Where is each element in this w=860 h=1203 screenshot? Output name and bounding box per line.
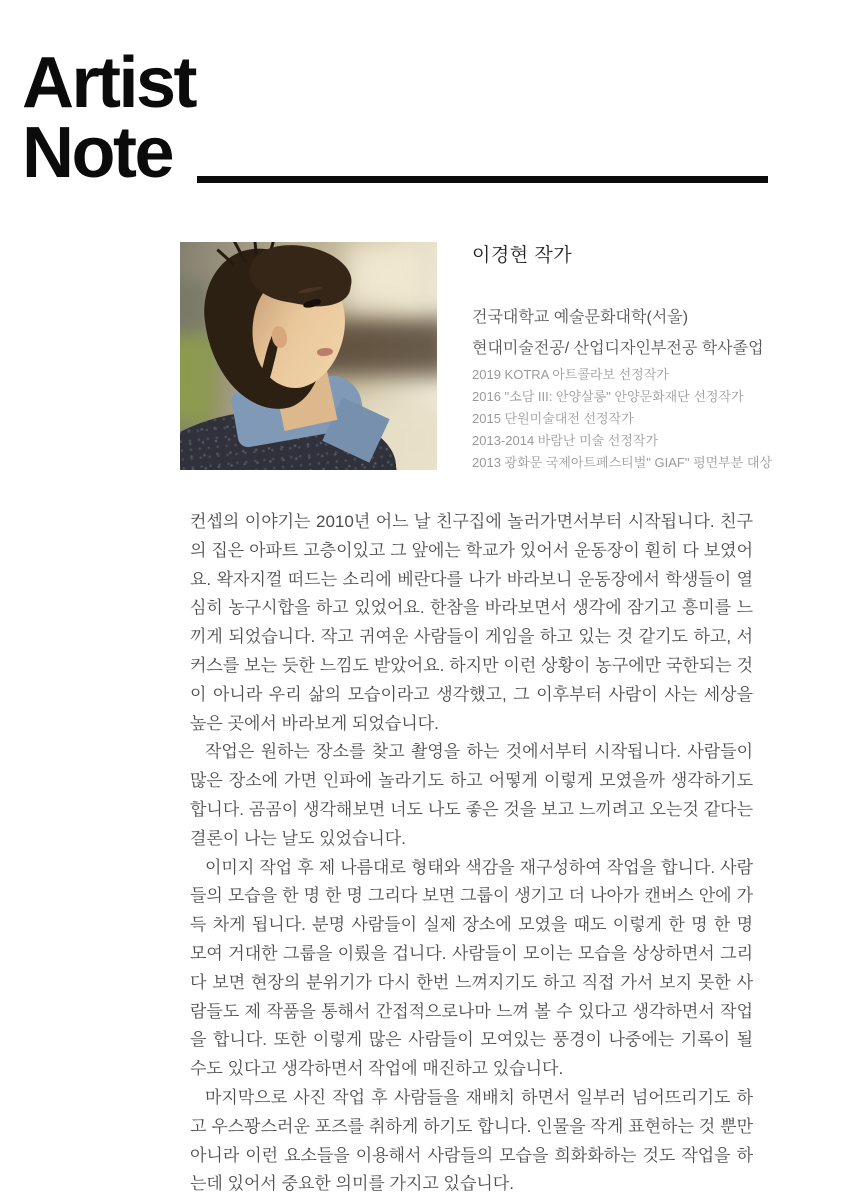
award-item: 2019 KOTRA 아트콜라보 선정작가 bbox=[472, 367, 669, 382]
note-paragraph: 이미지 작업 후 제 나름대로 형태와 색감을 재구성하여 작업을 합니다. 사람들의 모습을 한 명 한 명 그리다 보면 그룹이 생기고 더 나아가 캔버스 안에 가득 차게 됩니다. 분명 사람들이 실제 장소에 모였을 때도 이렇게 한 명 한 명 모여 거대한 그룹을 이뤘을 겁니다. 사람들이 모이는 모습을 상상하면서 그리다 보면 현장의 분위기가 다시 한번 느껴지기도 하고 직접 가서 보지 못한 사람들도 제 작품을 통해서 간접적으로나마 느껴 볼 수 있다고 생각하면서 작업을 합니다. 또한 이렇게 많은 사람들이 모여있는 풍경이 나중에는 기록이 될 수도 있다고 생각하면서 작업에 매진하고 있습니다. bbox=[190, 857, 753, 1079]
education-item: 건국대학교 예술문화대학(서울) bbox=[472, 309, 689, 326]
note-paragraph: 마지막으로 사진 작업 후 사람들을 재배치 하면서 일부러 넘어뜨리기도 하고 우스꽝스러운 포즈를 취하게 하기도 합니다. 인물을 작게 표현하는 것 뿐만 아니라 이런 요소들을 이용해서 사람들의 모습을 희화화하는 것도 작업을 하는데 있어서 중요한 의미를 가지고 있습니다. bbox=[190, 1087, 753, 1194]
page-title-line-1: Artist bbox=[22, 43, 196, 123]
note-paragraph: 컨셉의 이야기는 2010년 어느 날 친구집에 놀러가면서부터 시작됩니다. 친구의 집은 아파트 고층이있고 그 앞에는 학교가 있어서 운동장이 훤히 다 보였어요. 왁자지껄 떠드는 소리에 베란다를 나가 바라보니 운동장에서 학생들이 열심히 농구시합을 하고 있었어요. 한참을 바라보면서 생각에 잠기고 흥미를 느끼게 되었습니다. 작고 귀여운 사람들이 게임을 하고 있는 것 같기도 하고, 서커스를 보는 듯한 느낌도 받았어요. 하지만 이런 상황이 농구에만 국한되는 것이 아니라 우리 삶의 모습이라고 생각했고, 그 이후부터 사람이 사는 세상을 높은 곳에서 바라보게 되었습니다. bbox=[190, 512, 753, 733]
award-item: 2013 광화문 국제아트페스티벌" GIAF" 평면부분 대상 bbox=[472, 455, 773, 470]
award-item: 2016 "소담 III: 안양살롱" 안양문화재단 선정작가 bbox=[472, 389, 744, 404]
award-item: 2013-2014 바람난 미술 선정작가 bbox=[472, 433, 659, 448]
award-item: 2015 단원미술대전 선정작가 bbox=[472, 411, 634, 426]
education-item: 현대미술전공/ 산업디자인부전공 학사졸업 bbox=[472, 340, 764, 357]
page-title bbox=[22, 43, 196, 193]
education-list bbox=[472, 302, 764, 364]
artist-note-text bbox=[190, 508, 753, 1199]
artist-portrait-photo bbox=[180, 242, 437, 470]
artist-name: 이경현 작가 bbox=[472, 245, 573, 266]
photo-background-light-spot bbox=[348, 244, 423, 306]
awards-list bbox=[472, 364, 772, 474]
page-title-line-2: Note bbox=[22, 113, 172, 193]
note-paragraph: 작업은 원하는 장소를 찾고 촬영을 하는 것에서부터 시작됩니다. 사람들이 많은 장소에 가면 인파에 놀라기도 하고 어떻게 이렇게 모였을까 생각하기도 합니다. 곰곰이 생각해보면 너도 나도 좋은 것을 보고 느끼려고 오는것 같다는 결론이 나는 날도 있었습니다. bbox=[190, 742, 753, 848]
title-divider-rule bbox=[197, 176, 768, 183]
